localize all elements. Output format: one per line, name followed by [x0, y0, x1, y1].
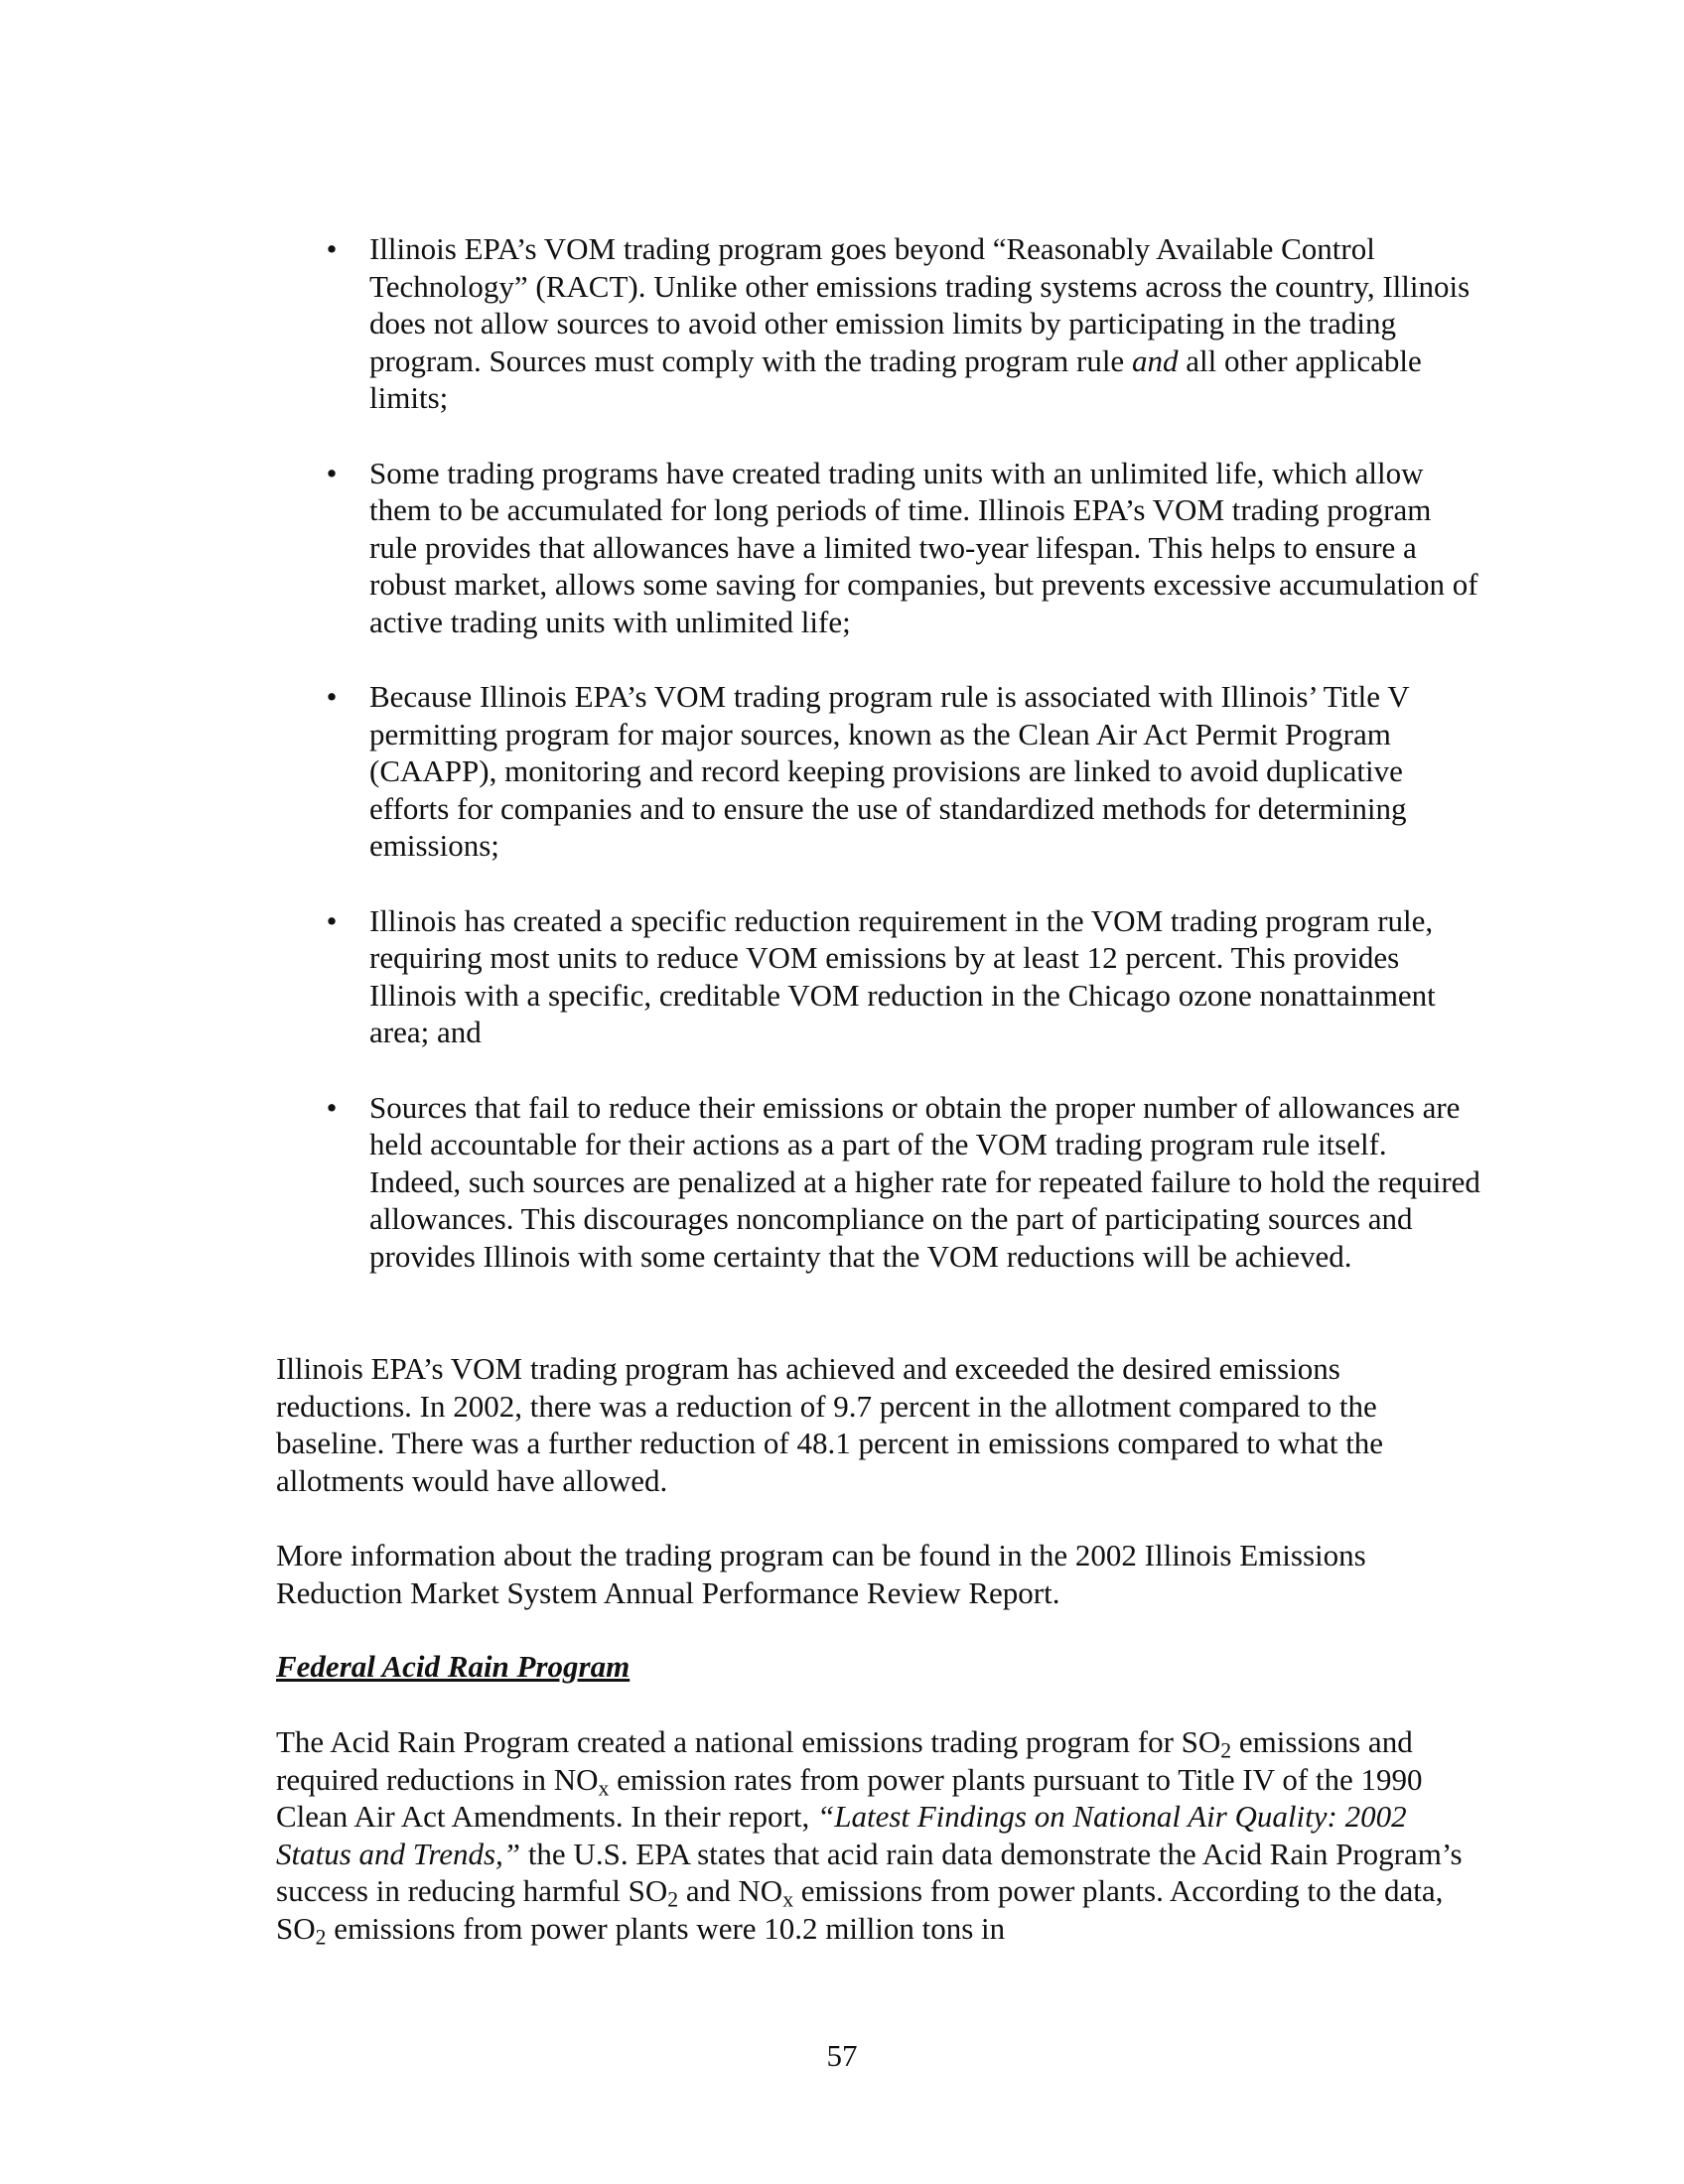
- text-run: emissions and required reductions in NO: [276, 1724, 1413, 1797]
- subscript-2: 2: [1220, 1738, 1232, 1763]
- bullet-item-accountability: [326, 1089, 1481, 1276]
- bullet-text: Illinois has created a specific reduction requirement in the VOM trading program rule, requiring most units to reduce VOM emissions by at least 12 percent. This provides Illinois with a specific, creditable VOM reduction in the Chicago ozone nonattainment area; and: [369, 902, 1436, 1049]
- page-number: 57: [826, 2038, 858, 2073]
- bullet-text: Illinois EPA’s VOM trading program goes beyond “Reasonably Available Control Technology” (RACT). Unlike other emissions trading systems across the country, Illinois does not allow sources to avoid other emission limits by participating in the trading program. Sources must comply with the trading program rule: [369, 231, 1471, 378]
- subscript-2: 2: [315, 1924, 327, 1949]
- bullet-item-reduction: [326, 902, 1481, 1051]
- bullet-item-caapp: [326, 678, 1481, 865]
- text-run: the U.S. EPA states that acid rain data demonstrate the Acid Rain Program’s success in reducing harmful SO: [276, 1836, 1463, 1908]
- bullet-text: Because Illinois EPA’s VOM trading program rule is associated with Illinois’ Title V permitting program for major sources, known as the Clean Air Act Permit Program (CAAPP), monitoring and record keeping provisions are linked to avoid duplicative efforts for companies and to ensure the use of standardized methods for determining emissions;: [369, 679, 1410, 863]
- bullet-list: [326, 230, 1481, 1312]
- paragraph-results: Illinois EPA’s VOM trading program has achieved and exceeded the desired emissions reductions. In 2002, there was a reduction of 9.7 percent in the allotment compared to the baseline. There was a further reduction of 48.1 percent in emissions compared to what the allotments would have allowed.: [276, 1351, 1384, 1498]
- subscript-x: x: [782, 1887, 794, 1912]
- bullet-marker: •: [326, 679, 338, 714]
- bullet-marker: •: [326, 455, 338, 490]
- bullet-text-end: all other applicable limits;: [369, 342, 1422, 415]
- paragraph-more-info: More information about the trading program can be found in the 2002 Illinois Emissions Reduction Market System Annual Performance Review Report.: [276, 1538, 1366, 1610]
- subscript-x: x: [598, 1775, 610, 1800]
- bullet-item-lifespan: [326, 455, 1481, 641]
- text-run: emissions from power plants were 10.2 million tons in: [326, 1910, 1006, 1946]
- subscript-2: 2: [667, 1887, 679, 1912]
- bullet-text: Sources that fail to reduce their emissions or obtain the proper number of allowances are held accountable for their actions as a part of the VOM trading program rule itself. Indeed, such sources are penalized at a higher rate for repeated failure to hold the required allowances. This discourages noncompliance on the part of participating sources and provides Illinois with some certainty that the VOM reductions will be achieved.: [369, 1089, 1480, 1274]
- report-title: “Latest Findings on National Air Quality: 2002 Status and Trends,”: [276, 1799, 1407, 1871]
- bullet-marker: •: [326, 1089, 338, 1125]
- bullet-text: Some trading programs have created trading units with an unlimited life, which allow them to be accumulated for long periods of time. Illinois EPA’s VOM trading program rule provides that allowances have a limited two-year lifespan. This helps to ensure a robust market, allows some saving for companies, but prevents excessive accumulation of active trading units with unlimited life;: [369, 455, 1478, 639]
- text-run: emissions from power plants. According to the data, SO: [276, 1873, 1444, 1946]
- text-run: emission rates from power plants pursuant to Title IV of the 1990 Clean Air Act Amendments. In their report,: [276, 1761, 1423, 1834]
- bullet-item-ract: [326, 230, 1481, 417]
- bullet-marker: •: [326, 231, 338, 266]
- text-run: The Acid Rain Program created a national emissions trading program for SO: [276, 1724, 1221, 1759]
- section-heading: Federal Acid Rain Program: [276, 1649, 631, 1684]
- paragraph-acid-rain: [276, 1723, 1468, 1947]
- bullet-marker: •: [326, 902, 338, 938]
- emphasis-and: and: [1131, 342, 1179, 378]
- text-run: and NO: [678, 1873, 783, 1908]
